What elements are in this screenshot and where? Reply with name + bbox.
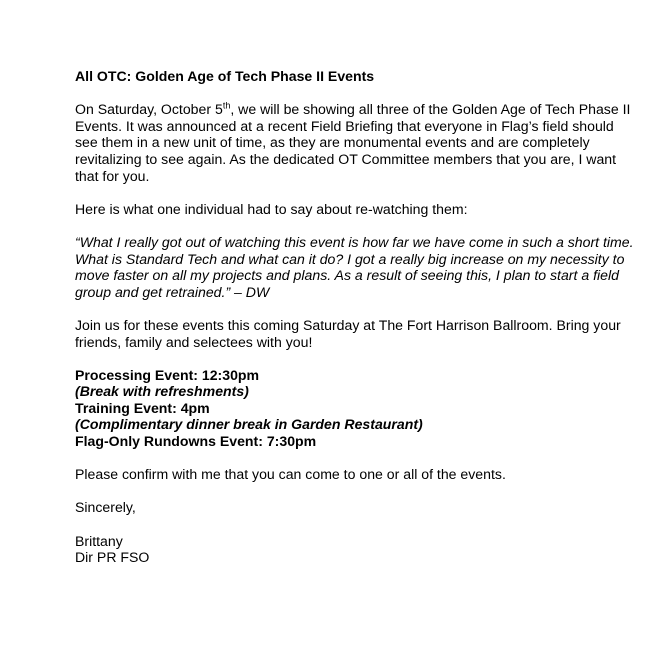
intro-rest: , we will be showing all three of the Golden Age of Tech Phase II Events. It was announced at a recent Field Briefing that everyone in Flag’s field should see them in a new unit of time, as they are monumental events and are completely revitalizing to see again. As the dedicated OT Committee members that you are, I want that for you.: [75, 101, 631, 184]
intro-paragraph: [75, 101, 635, 184]
intro-lead: On Saturday, October 5: [75, 101, 223, 118]
schedule-item-rundowns: Flag-Only Rundowns Event: 7:30pm: [75, 433, 317, 450]
intro-ordinal: th: [222, 100, 231, 111]
document-title: All OTC: Golden Age of Tech Phase II Events: [75, 68, 375, 84]
closing-line: Sincerely,: [75, 499, 136, 516]
schedule-note-dinner: (Complimentary dinner break in Garden Restaurant): [75, 416, 423, 433]
schedule-item-training: Training Event: 4pm: [75, 399, 210, 416]
testimonial-quote: “What I really got out of watching this event is how far we have come in such a short time. What is Standard Tech and what can it do? I got a really big increase on my necessity to move faster on all my projects and plans. As a result of seeing this, I plan to start a field group and get retrained.” – DW: [75, 233, 634, 300]
signature-position: Dir PR FSO: [75, 549, 150, 566]
letter-document: [75, 68, 635, 566]
invitation-paragraph: Join us for these events this coming Saturday at The Fort Harrison Ballroom. Bring your friends, family and selectees with you!: [75, 316, 621, 350]
quote-intro-paragraph: Here is what one individual had to say about re-watching them:: [75, 200, 468, 217]
event-schedule: [75, 367, 635, 450]
schedule-item-processing: Processing Event: 12:30pm: [75, 366, 260, 383]
confirm-paragraph: Please confirm with me that you can come to one or all of the events.: [75, 466, 506, 483]
schedule-note-break: (Break with refreshments): [75, 383, 249, 400]
signature-block: [75, 533, 635, 566]
signature-name: Brittany: [75, 532, 123, 549]
